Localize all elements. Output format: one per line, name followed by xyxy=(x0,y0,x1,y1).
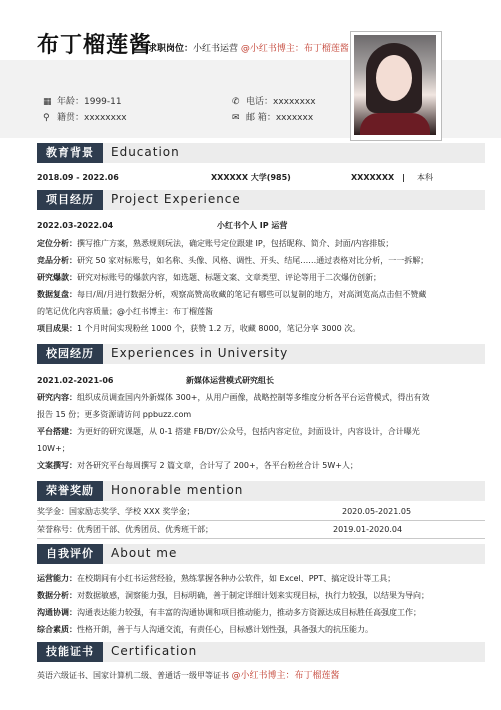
honor-row: 奖学金：国家励志奖学、学校 XXX 奖学金； xyxy=(37,507,195,516)
section-title: 教育背景 xyxy=(37,143,103,163)
list-item: 平台搭建：为更好的研究课题，从 0-1 搭建 FB/DY/公众号，包括内容定位，封面设计，内容设计，合计曝光 xyxy=(37,427,420,436)
edu-major: XXXXXXX xyxy=(351,173,395,182)
section-title-en: Project Experience xyxy=(111,192,241,206)
job-label: 求职岗位： xyxy=(148,44,194,54)
certs-text: 英语六级证书、国家计算机二级、普通话一级甲等证书 @小红书博主：布丁榴莲酱 xyxy=(37,671,340,681)
edu-degree: 本科 xyxy=(417,173,433,182)
section-title-en: Certification xyxy=(111,644,198,658)
list-item: 10W+； xyxy=(37,444,70,453)
profile-photo xyxy=(354,35,436,135)
blogger-tag: @小红书博主：布丁榴莲酱 xyxy=(231,671,340,681)
email-info xyxy=(232,110,313,123)
section-campus xyxy=(37,344,485,364)
phone-icon: ✆ xyxy=(232,97,240,107)
mail-icon: ✉ xyxy=(232,113,240,123)
list-item: 运营能力：在校期间有小红书运营经验，熟练掌握各种办公软件，如 Excel、PPT、搞定设计等工具； xyxy=(37,574,396,583)
blogger-tag: @小红书博主：布丁榴莲酱 xyxy=(240,44,349,54)
job-objective xyxy=(148,41,349,54)
project-period: 2022.03-2022.04 xyxy=(37,221,114,230)
section-title-en: Education xyxy=(111,145,180,159)
divider xyxy=(37,520,485,521)
section-certs xyxy=(37,642,485,662)
calendar-icon: ▦ xyxy=(43,97,52,107)
list-item: 的笔记优化内容质量；@小红书博主：布丁榴莲酱 xyxy=(37,307,213,316)
list-item: 文案撰写：对各研究平台每周撰写 2 篇文章，合计写了 200+，各平台粉丝合计 5W+人； xyxy=(37,461,358,470)
campus-details xyxy=(37,391,430,473)
list-item: 沟通协调：沟通表达能力较强，有丰富的沟通协调和项目推动能力，推动多方资源达成目标胜任高强度工作； xyxy=(37,608,421,617)
section-title: 自我评价 xyxy=(37,544,103,564)
section-title: 校园经历 xyxy=(37,344,103,364)
job-value: 小红书运营 xyxy=(193,44,239,54)
list-item: 综合素质：性格开朗，善于与人沟通交流，有责任心，目标感计划性强，具备强大的抗压能力。 xyxy=(37,625,373,634)
edu-period: 2018.09 - 2022.06 xyxy=(37,173,119,182)
phone-info xyxy=(232,94,316,107)
section-self xyxy=(37,544,485,564)
campus-period: 2021.02-2021-06 xyxy=(37,376,114,385)
list-item: 数据复盘：每日/周/月进行数据分析，观察高赞高收藏的笔记有哪些可以复制的地方，对高浏览高点击但不赞藏 xyxy=(37,290,427,299)
self-details xyxy=(37,572,429,637)
section-title-en: Honorable mention xyxy=(111,483,244,497)
location-icon: ⚲ xyxy=(43,113,50,123)
list-item: 数据分析：对数据敏感，洞察能力强，目标明确，善于制定详细计划来实现目标，执行力较强，以结果为导向； xyxy=(37,591,429,600)
section-honors xyxy=(37,481,485,501)
section-education xyxy=(37,143,485,163)
list-item: 竞品分析：研究 50 家对标账号，如名称、头像、风格、调性、开头、结尾……通过表格对比分析，一一拆解； xyxy=(37,256,429,265)
list-item: 研究内容：组织成员调查国内外新媒体 300+，从用户画像，战略控制等多维度分析各平台运营模式，得出有效 xyxy=(37,393,430,402)
honor-date: 2020.05-2021.05 xyxy=(342,507,412,516)
list-item: 报告 15 份；更多资源请访问 ppbuzz.com xyxy=(37,410,192,419)
honor-date: 2019.01-2020.04 xyxy=(333,525,403,534)
project-name: 小红书个人 IP 运营 xyxy=(217,221,288,230)
project-details xyxy=(37,237,428,336)
section-project xyxy=(37,190,485,210)
hometown-info xyxy=(43,110,127,123)
edu-school: XXXXXX 大学(985) xyxy=(211,173,291,182)
birth-text: 年龄：1999-11 xyxy=(57,97,122,107)
honor-row: 荣誉称号：优秀团干部、优秀团员、优秀班干部； xyxy=(37,525,213,534)
list-item: 定位分析：撰写推广方案，熟悉规则玩法，确定账号定位跟建 IP，包括昵称、简介、封面/内容排版； xyxy=(37,239,394,248)
section-title-en: About me xyxy=(111,546,178,560)
section-title: 项目经历 xyxy=(37,190,103,210)
divider xyxy=(37,538,485,539)
section-title: 技能证书 xyxy=(37,642,103,662)
candidate-name: 布丁榴莲酱 xyxy=(37,33,153,58)
edu-separator: | xyxy=(402,173,405,182)
list-item: 研究爆款：研究对标账号的爆款内容，如选题、标题文案、文章类型、评论等用于二次爆仿创新； xyxy=(37,273,381,282)
section-title: 荣誉奖励 xyxy=(37,481,103,501)
campus-role: 新媒体运营模式研究组长 xyxy=(186,376,274,385)
birth-info xyxy=(43,94,122,107)
list-item: 项目成果：1 个月时间实现粉丝 1000 个，获赞 1.2 万，收藏 8000，笔记分享 3000 次。 xyxy=(37,324,361,333)
email-text: 邮 箱：xxxxxxx xyxy=(246,113,314,123)
section-title-en: Experiences in University xyxy=(111,346,289,360)
hometown-text: 籍贯：xxxxxxxx xyxy=(57,113,127,123)
phone-text: 电话：xxxxxxxx xyxy=(246,97,316,107)
